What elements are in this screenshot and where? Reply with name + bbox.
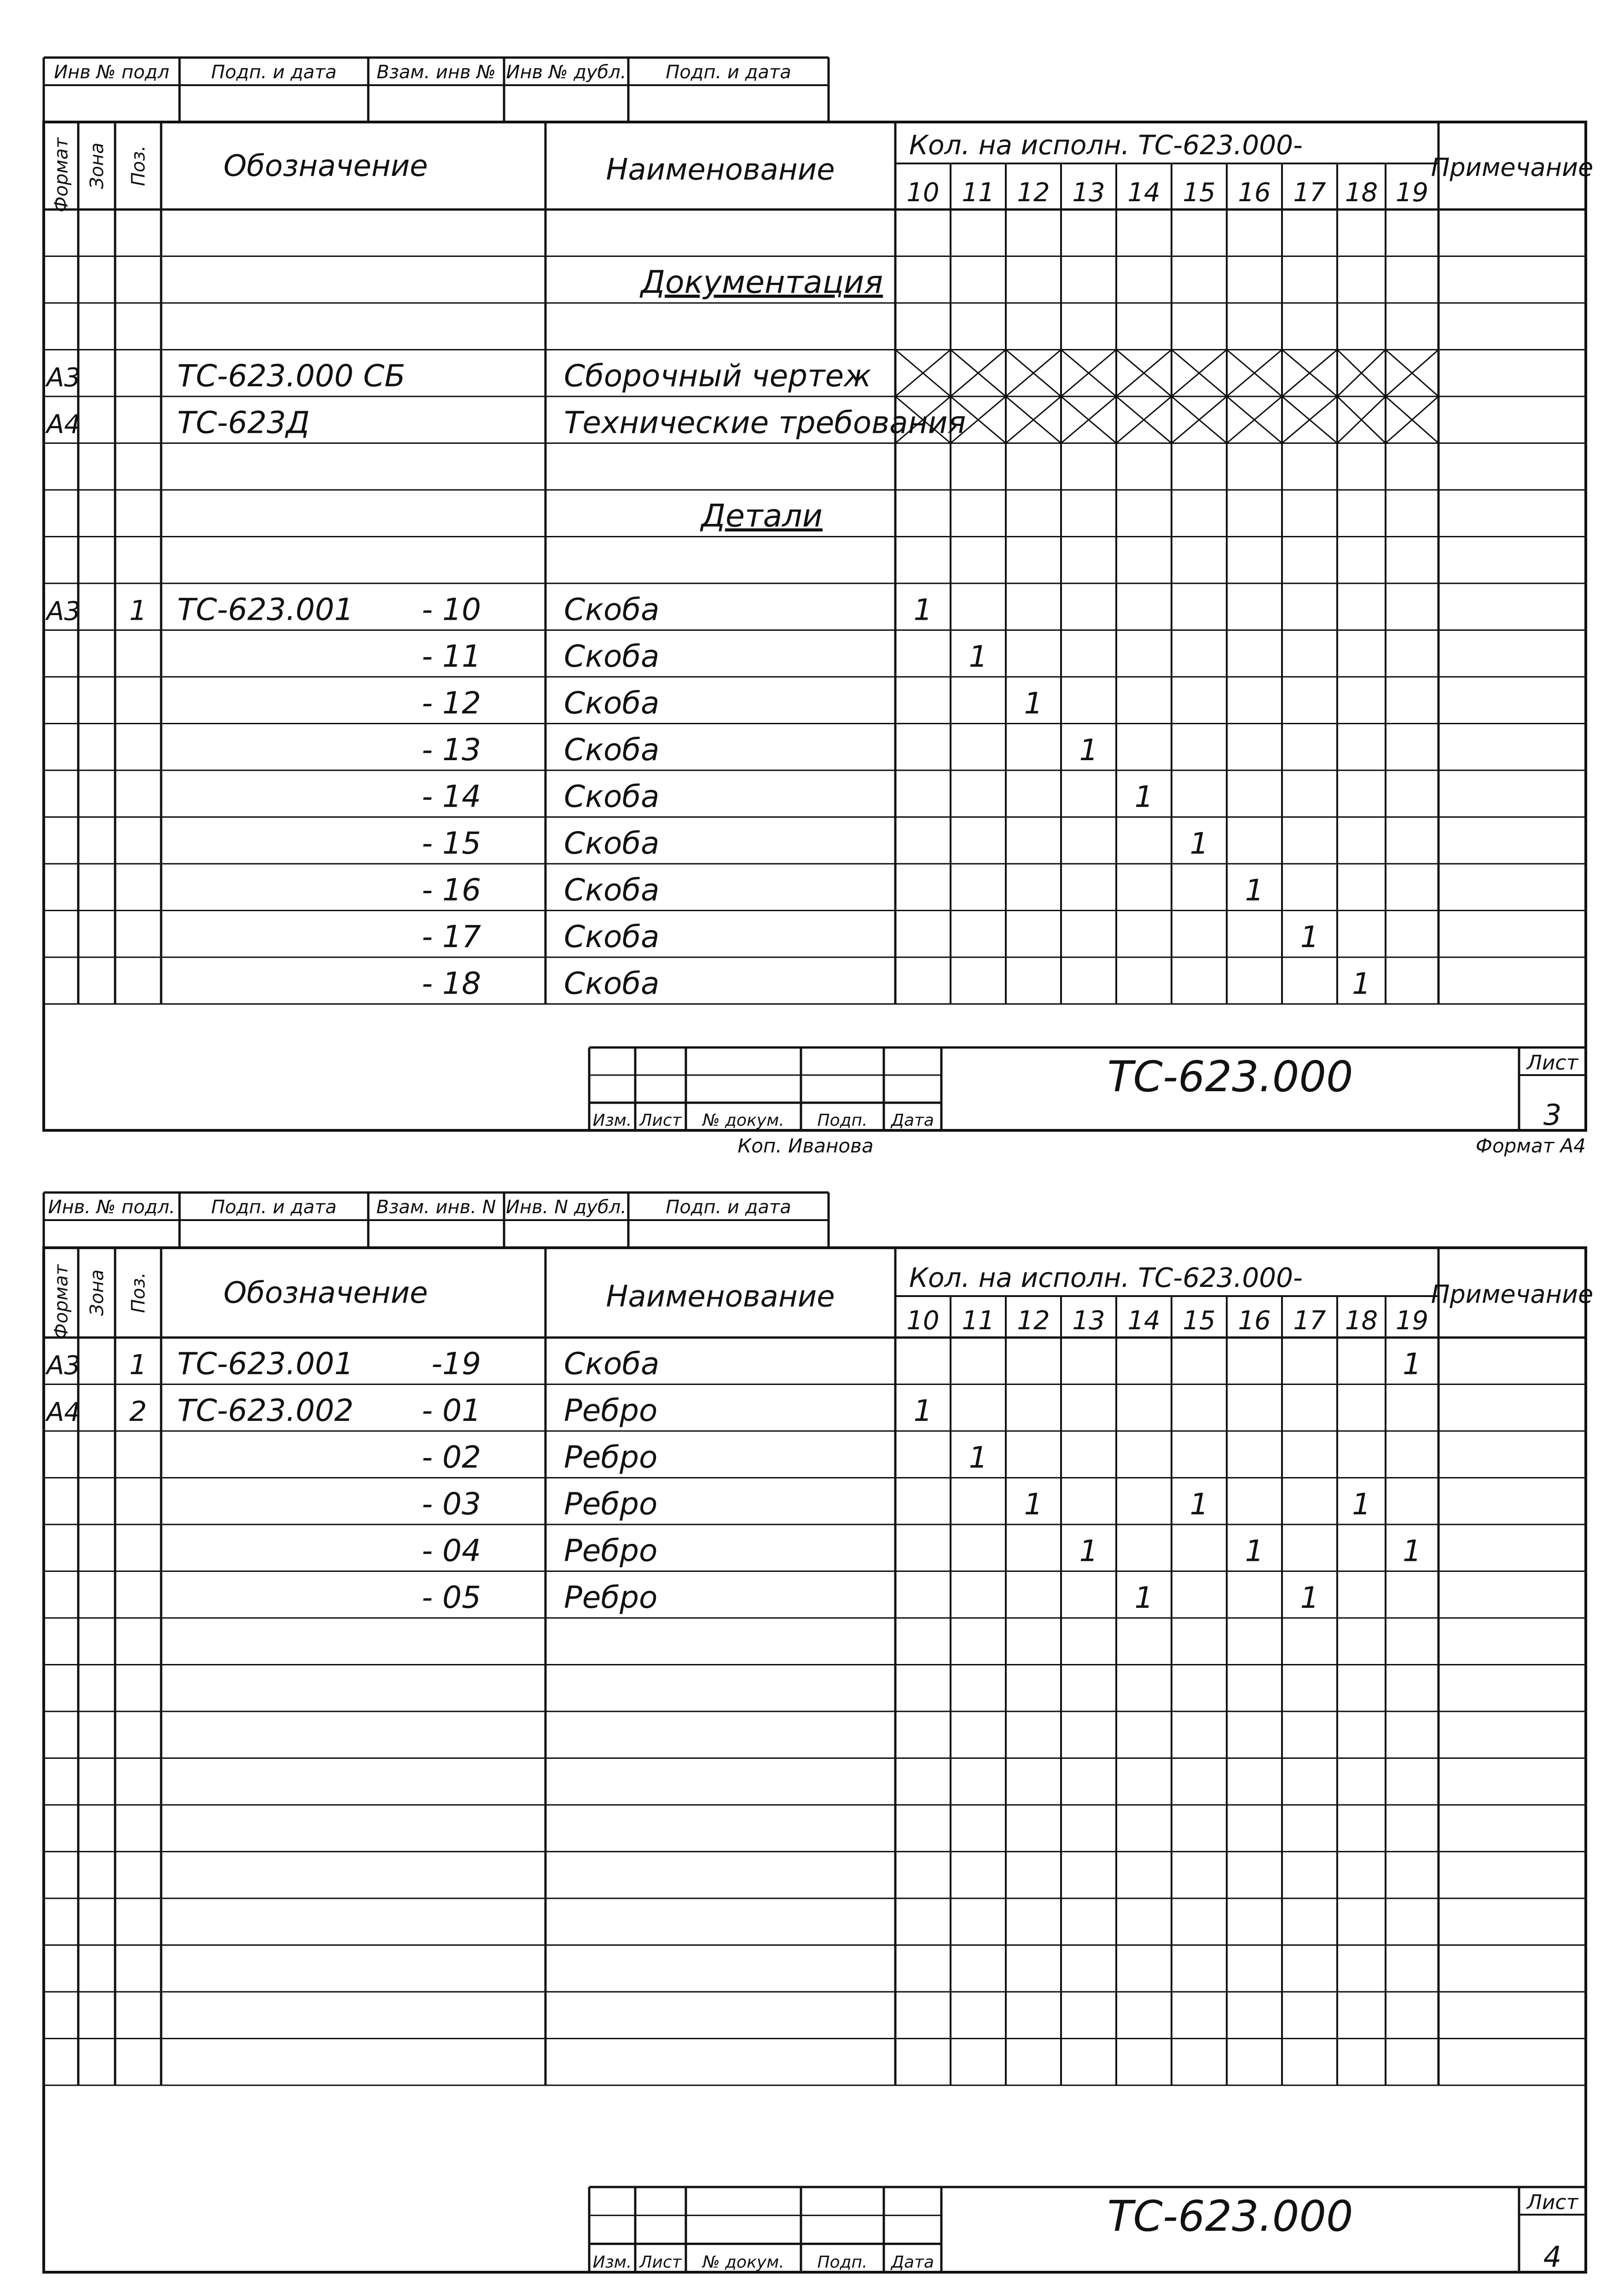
col-format-header: Формат bbox=[51, 137, 72, 213]
col-zone-header: Зона bbox=[87, 1269, 108, 1316]
cell-designation-suffix: - 16 bbox=[422, 872, 481, 908]
cell-designation-suffix: - 03 bbox=[422, 1486, 481, 1522]
qty-value: 1 bbox=[1024, 686, 1043, 721]
qty-value: 1 bbox=[1245, 873, 1264, 908]
qty-value: 1 bbox=[913, 593, 933, 628]
qty-column-label: 12 bbox=[1017, 178, 1050, 208]
specification-sheet-3 bbox=[44, 58, 1593, 1157]
cell-format: А4 bbox=[46, 1397, 81, 1427]
cell-designation-suffix: - 10 bbox=[422, 592, 481, 628]
sheet-number: 3 bbox=[1543, 1098, 1562, 1132]
cell-designation-suffix: - 17 bbox=[422, 919, 481, 954]
cell-name: Скоба bbox=[564, 685, 660, 721]
col-zone-header: Зона bbox=[87, 142, 108, 189]
cell-name: Ребро bbox=[564, 1486, 658, 1522]
cell-name: Сборочный чертеж bbox=[564, 358, 871, 394]
cell-designation-suffix: -19 bbox=[431, 1346, 481, 1382]
col-pos-header: Поз. bbox=[128, 145, 149, 186]
cell-designation: ТС-623.001 bbox=[177, 592, 354, 628]
qty-column-label: 16 bbox=[1238, 178, 1271, 208]
stamp-header: Инв № дубл. bbox=[506, 62, 626, 83]
title-block-label: Подп. bbox=[817, 1111, 868, 1130]
sheet-number: 4 bbox=[1543, 2240, 1562, 2274]
cell-designation: ТС-623.002 bbox=[177, 1393, 354, 1428]
copied-by-note: Коп. Иванова bbox=[737, 1134, 874, 1157]
title-block-label: Изм. bbox=[592, 1111, 632, 1130]
qty-value: 1 bbox=[1189, 827, 1209, 861]
cell-name: Технические требования bbox=[564, 405, 966, 441]
cell-designation-suffix: - 05 bbox=[422, 1580, 481, 1615]
title-block-label: Дата bbox=[891, 1111, 934, 1130]
cell-designation-suffix: - 13 bbox=[422, 732, 481, 768]
stamp-header: Взам. инв № bbox=[377, 62, 496, 83]
qty-value: 1 bbox=[1300, 1581, 1319, 1615]
sheet-label: Лист bbox=[1526, 2191, 1578, 2214]
cell-position: 1 bbox=[129, 594, 147, 627]
stamp-header: Инв. N дубл. bbox=[506, 1197, 626, 1218]
qty-column-label: 12 bbox=[1017, 1306, 1050, 1336]
qty-value: 1 bbox=[1300, 920, 1319, 954]
title-block-label: Изм. bbox=[592, 2253, 632, 2272]
cell-name: Ребро bbox=[564, 1580, 658, 1615]
qty-value: 1 bbox=[1189, 1488, 1209, 1522]
qty-value: 1 bbox=[1134, 1581, 1154, 1615]
cell-designation: ТС-623.001 bbox=[177, 1346, 354, 1382]
qty-column-label: 13 bbox=[1072, 1306, 1105, 1336]
stamp-header: Инв. № подл. bbox=[48, 1197, 175, 1218]
cell-designation-suffix: - 18 bbox=[422, 966, 481, 1001]
title-block-label: Лист bbox=[639, 1111, 682, 1130]
qty-column-label: 10 bbox=[906, 178, 940, 208]
col-note-header: Примечание bbox=[1431, 153, 1594, 182]
cell-position: 2 bbox=[129, 1396, 147, 1428]
qty-column-label: 14 bbox=[1127, 1306, 1160, 1336]
col-name-header: Наименование bbox=[606, 1280, 835, 1314]
qty-column-label: 18 bbox=[1345, 1306, 1378, 1336]
qty-column-label: 15 bbox=[1183, 178, 1216, 208]
stamp-header: Подп. и дата bbox=[666, 1197, 791, 1218]
qty-value: 1 bbox=[969, 1441, 988, 1475]
format-note: Формат А4 bbox=[1475, 1134, 1586, 1157]
qty-value: 1 bbox=[1352, 1488, 1371, 1522]
document-number: ТС-623.000 bbox=[1107, 2192, 1353, 2241]
cell-name: Скоба bbox=[564, 919, 660, 954]
cell-format: А3 bbox=[46, 1350, 81, 1381]
col-designation-header: Обозначение bbox=[223, 149, 428, 183]
qty-column-label: 11 bbox=[962, 178, 995, 208]
cell-designation-suffix: - 01 bbox=[422, 1393, 481, 1428]
cell-name: Скоба bbox=[564, 826, 660, 861]
cell-name: Скоба bbox=[564, 872, 660, 908]
col-name-header: Наименование bbox=[606, 153, 835, 187]
col-qty-header: Кол. на исполн. ТС-623.000- bbox=[909, 1262, 1303, 1293]
stamp-header: Инв № подл bbox=[54, 62, 169, 83]
qty-column-label: 19 bbox=[1395, 178, 1429, 208]
cell-name: Скоба bbox=[564, 1346, 660, 1382]
cell-format: А3 bbox=[46, 596, 81, 627]
qty-column-label: 19 bbox=[1395, 1306, 1429, 1336]
qty-value: 1 bbox=[969, 640, 988, 674]
cell-designation-suffix: - 02 bbox=[422, 1439, 481, 1475]
cell-name: Ребро bbox=[564, 1533, 658, 1569]
stamp-header: Подп. и дата bbox=[211, 1197, 337, 1218]
section-heading: Документация bbox=[640, 264, 883, 301]
qty-value: 1 bbox=[1245, 1534, 1264, 1569]
col-format-header: Формат bbox=[51, 1264, 72, 1339]
cell-format: А3 bbox=[46, 363, 81, 393]
qty-column-label: 17 bbox=[1293, 1306, 1326, 1336]
qty-value: 1 bbox=[1024, 1488, 1043, 1522]
title-block-label: Подп. bbox=[817, 2253, 868, 2272]
cell-name: Скоба bbox=[564, 779, 660, 814]
qty-column-label: 17 bbox=[1293, 178, 1326, 208]
col-qty-header: Кол. на исполн. ТС-623.000- bbox=[909, 129, 1303, 161]
qty-value: 1 bbox=[913, 1394, 933, 1428]
qty-value: 1 bbox=[1134, 780, 1154, 814]
title-block-label: № докум. bbox=[702, 1111, 784, 1130]
qty-column-label: 13 bbox=[1072, 178, 1105, 208]
qty-column-label: 18 bbox=[1345, 178, 1378, 208]
stamp-header: Подп. и дата bbox=[211, 62, 337, 83]
cell-designation-suffix: - 12 bbox=[422, 685, 481, 721]
qty-value: 1 bbox=[1352, 967, 1371, 1001]
section-heading: Детали bbox=[701, 498, 823, 535]
title-block-label: Лист bbox=[639, 2253, 682, 2272]
col-pos-header: Поз. bbox=[128, 1272, 149, 1313]
cell-designation: ТС-623Д bbox=[177, 405, 310, 441]
cell-name: Скоба bbox=[564, 639, 660, 674]
qty-value: 1 bbox=[1403, 1534, 1421, 1569]
qty-column-label: 14 bbox=[1127, 178, 1160, 208]
cell-name: Скоба bbox=[564, 966, 660, 1001]
qty-value: 1 bbox=[1079, 1534, 1098, 1569]
specification-sheet-4 bbox=[44, 1193, 1593, 2274]
cell-name: Скоба bbox=[564, 592, 660, 628]
qty-column-label: 16 bbox=[1238, 1306, 1271, 1336]
cell-designation-suffix: - 04 bbox=[422, 1533, 481, 1569]
sheet-label: Лист bbox=[1526, 1051, 1578, 1075]
stamp-header: Подп. и дата bbox=[666, 62, 791, 83]
title-block-label: Дата bbox=[891, 2253, 934, 2272]
cell-designation: ТС-623.000 СБ bbox=[177, 358, 406, 394]
title-block-label: № докум. bbox=[702, 2253, 784, 2272]
cell-position: 1 bbox=[129, 1349, 147, 1381]
cell-format: А4 bbox=[46, 409, 81, 440]
cell-name: Скоба bbox=[564, 732, 660, 768]
qty-value: 1 bbox=[1403, 1347, 1421, 1382]
cell-name: Ребро bbox=[564, 1439, 658, 1475]
qty-column-label: 11 bbox=[962, 1306, 995, 1336]
cell-designation-suffix: - 14 bbox=[422, 779, 481, 814]
cell-designation-suffix: - 15 bbox=[422, 826, 481, 861]
document-number: ТС-623.000 bbox=[1107, 1052, 1353, 1101]
col-note-header: Примечание bbox=[1431, 1280, 1594, 1309]
qty-value: 1 bbox=[1079, 733, 1098, 768]
qty-column-label: 10 bbox=[906, 1306, 940, 1336]
cell-name: Ребро bbox=[564, 1393, 658, 1428]
stamp-header: Взам. инв. N bbox=[376, 1197, 496, 1218]
col-designation-header: Обозначение bbox=[223, 1276, 428, 1310]
qty-column-label: 15 bbox=[1183, 1306, 1216, 1336]
cell-designation-suffix: - 11 bbox=[422, 639, 481, 674]
